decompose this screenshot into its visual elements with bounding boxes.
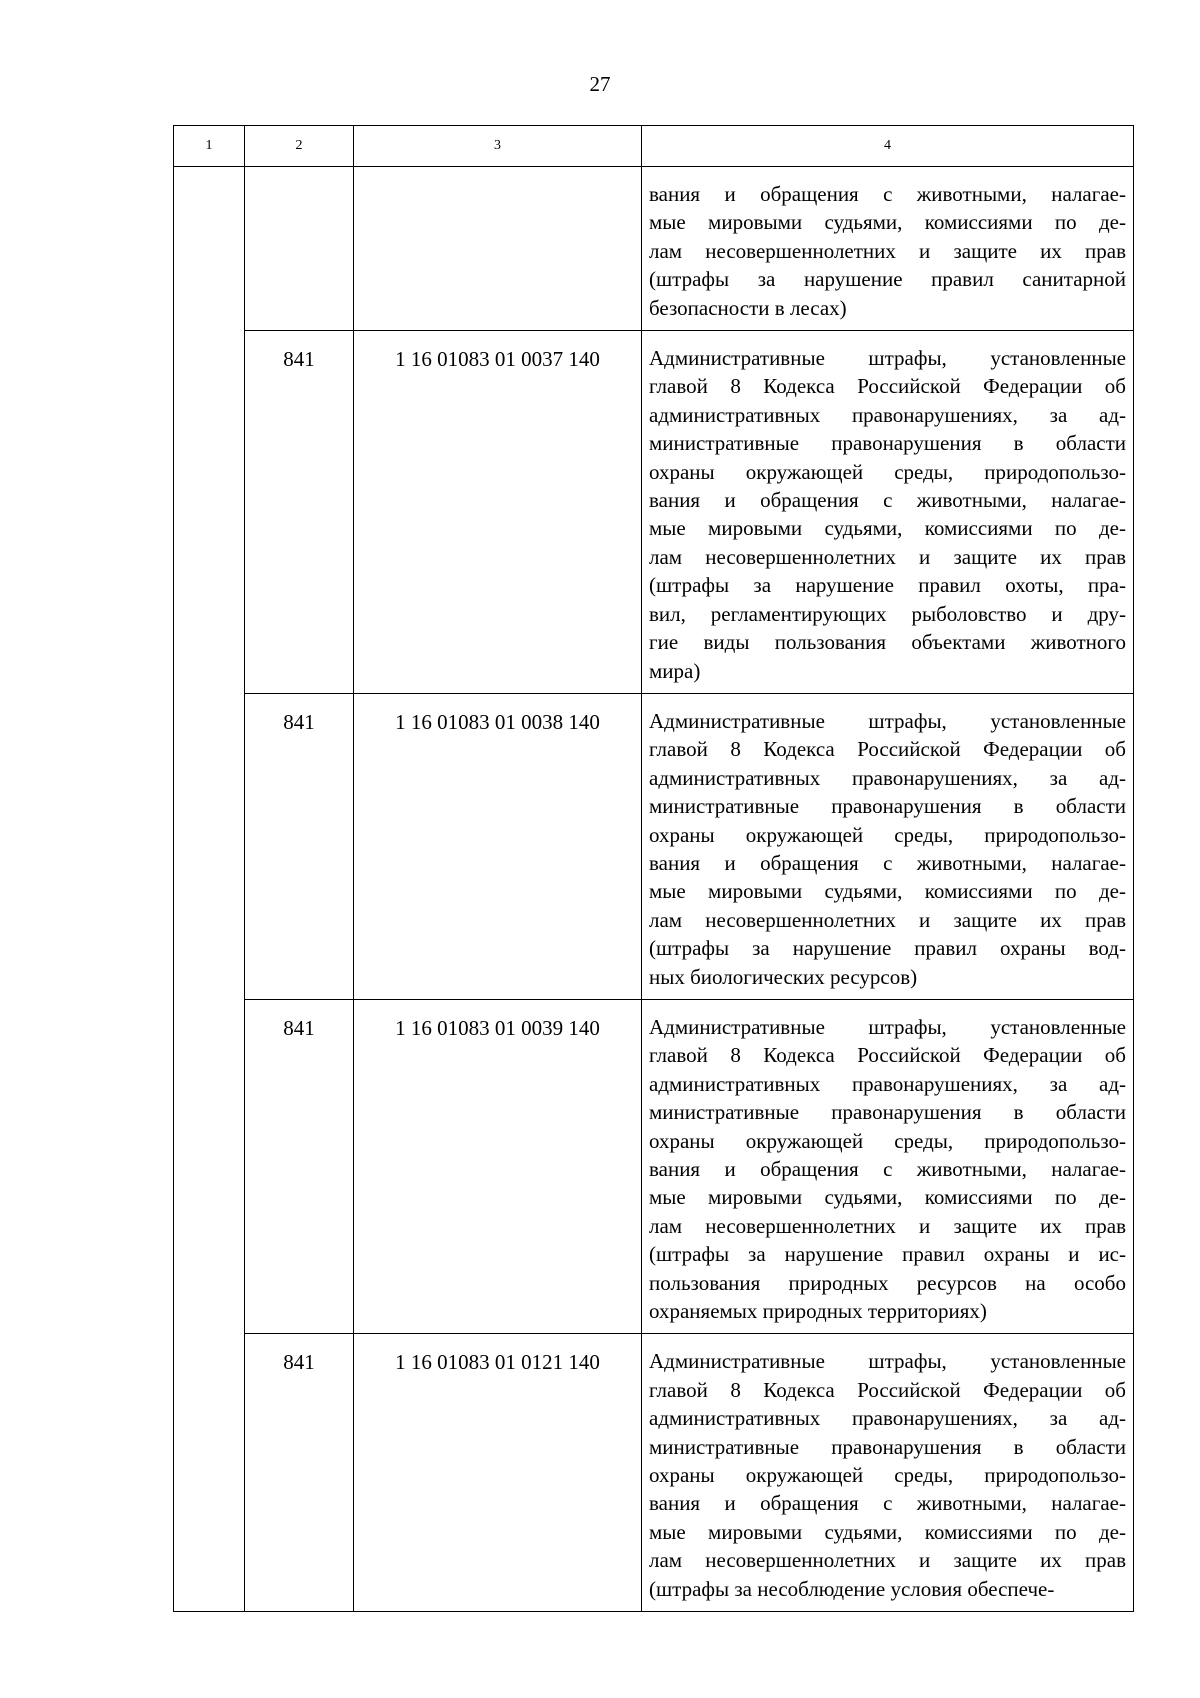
description-line: вания и обращения с животными, налагае-	[649, 488, 1126, 513]
description-line: мые мировыми судьями, комиссиями по де-	[649, 1519, 1126, 1544]
table-header-row	[174, 126, 1134, 167]
page-number: 27	[589, 72, 611, 96]
description-line: административных правонарушениях, за ад-	[649, 402, 1126, 427]
description-line: мые мировыми судьями, комиссиями по де-	[649, 1185, 1126, 1210]
description-line: административных правонарушениях, за ад-	[649, 765, 1126, 790]
table-body	[174, 126, 1134, 1612]
description-line: главой 8 Кодекса Российской Федерации об	[649, 1043, 1126, 1068]
description-line: (штрафы за нарушение правил санитарной	[649, 267, 1126, 292]
description-line: (штрафы за нарушение правил охоты, пра-	[649, 573, 1126, 598]
description-line: Административные штрафы, установленные	[649, 1014, 1126, 1039]
continuation-row	[174, 167, 1134, 331]
description-line: охраняемых природных территориях)	[649, 1299, 987, 1324]
budget-code-cell	[354, 167, 642, 331]
description-line: главой 8 Кодекса Российской Федерации об	[649, 1377, 1126, 1402]
budget-code-cell: 1 16 01083 01 0037 140	[354, 331, 642, 694]
column-header-1: 1	[174, 126, 245, 167]
description-line: охраны окружающей среды, природопользо-	[649, 1128, 1126, 1153]
admin-code-cell: 841	[245, 999, 354, 1333]
description-line: главой 8 Кодекса Российской Федерации об	[649, 737, 1126, 762]
description-line: ных биологических ресурсов)	[649, 964, 918, 989]
description-line: вил, регламентирующих рыболовство и дру-	[649, 601, 1126, 626]
table-row	[174, 999, 1134, 1333]
description-line: гие виды пользования объектами животного	[649, 630, 1126, 655]
description-line: мые мировыми судьями, комиссиями по де-	[649, 210, 1126, 235]
description-cell	[642, 331, 1134, 694]
table-row	[174, 693, 1134, 999]
description-line: (штрафы за нарушение правил охраны вод-	[649, 936, 1126, 961]
budget-code-cell: 1 16 01083 01 0039 140	[354, 999, 642, 1333]
row-number-cell	[174, 167, 245, 1612]
description-line: вания и обращения с животными, налагае-	[649, 1157, 1126, 1181]
description-cell	[642, 167, 1134, 331]
description-line: безопасности в лесах)	[649, 295, 847, 320]
table-row	[174, 1334, 1134, 1612]
description-line: лам несовершеннолетних и защите их прав	[649, 544, 1126, 569]
description-line: охраны окружающей среды, природопользо-	[649, 822, 1126, 847]
description-line: главой 8 Кодекса Российской Федерации об	[649, 374, 1126, 399]
admin-code-cell: 841	[245, 331, 354, 694]
budget-code-cell: 1 16 01083 01 0038 140	[354, 693, 642, 999]
description-line: мые мировыми судьями, комиссиями по де-	[649, 879, 1126, 904]
description-cell	[642, 693, 1134, 999]
description-line: мира)	[649, 658, 701, 683]
admin-code-cell	[245, 167, 354, 331]
description-line: лам несовершеннолетних и защите их прав	[649, 907, 1126, 932]
description-line: лам несовершеннолетних и защите их прав	[649, 1213, 1126, 1238]
description-line: мые мировыми судьями, комиссиями по де-	[649, 516, 1126, 541]
description-line: вания и обращения с животными, налагае-	[649, 182, 1126, 206]
description-cell	[642, 1334, 1134, 1612]
table-row	[174, 331, 1134, 694]
description-line: Административные штрафы, установленные	[649, 708, 1126, 733]
description-line: пользования природных ресурсов на особо	[649, 1270, 1126, 1295]
description-line: лам несовершеннолетних и защите их прав	[649, 238, 1126, 263]
description-line: министративные правонарушения в области	[649, 794, 1126, 819]
description-line: охраны окружающей среды, природопользо-	[649, 1463, 1126, 1488]
description-line: министративные правонарушения в области	[649, 1100, 1126, 1125]
description-line: Административные штрафы, установленные	[649, 1349, 1126, 1374]
description-line: административных правонарушениях, за ад-	[649, 1406, 1126, 1431]
description-line: министративные правонарушения в области	[649, 1434, 1126, 1459]
description-line: охраны окружающей среды, природопользо-	[649, 459, 1126, 484]
column-header-4: 4	[642, 126, 1134, 167]
budget-code-cell: 1 16 01083 01 0121 140	[354, 1334, 642, 1612]
admin-code-cell: 841	[245, 1334, 354, 1612]
column-header-2: 2	[245, 126, 354, 167]
description-line: лам несовершеннолетних и защите их прав	[649, 1548, 1126, 1573]
description-line: (штрафы за нарушение правил охраны и ис-	[649, 1242, 1126, 1267]
description-line: вания и обращения с животными, налагае-	[649, 850, 1126, 875]
description-line: вания и обращения с животными, налагае-	[649, 1491, 1126, 1516]
description-line: министративные правонарушения в области	[649, 431, 1126, 456]
admin-code-cell: 841	[245, 693, 354, 999]
description-cell	[642, 999, 1134, 1333]
description-line: административных правонарушениях, за ад-	[649, 1071, 1126, 1096]
description-line: Административные штрафы, установленные	[649, 346, 1126, 371]
description-line: (штрафы за несоблюдение условия обеспече-	[649, 1576, 1055, 1601]
budget-code-table	[173, 125, 1134, 1612]
column-header-3: 3	[354, 126, 642, 167]
